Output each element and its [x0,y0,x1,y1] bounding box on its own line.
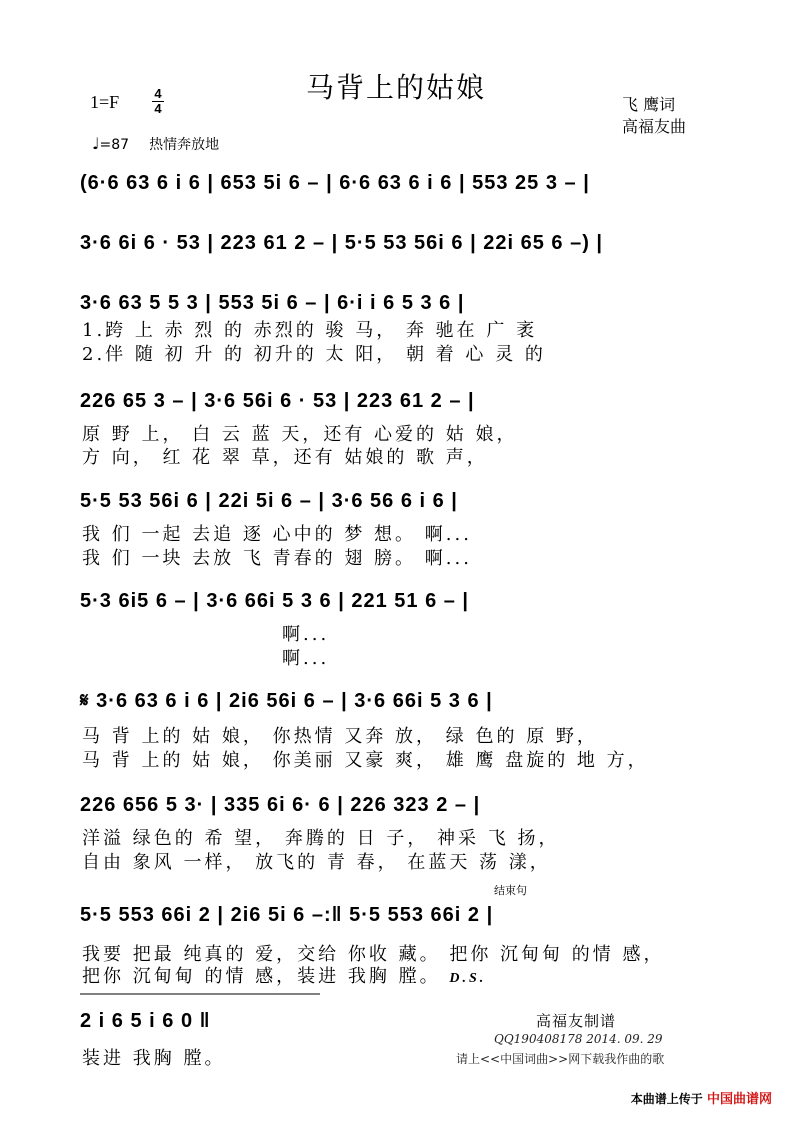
notation-line-8: 226 656 5 3· | 335 6i 6· 6 | 226 323 2 – | [80,794,481,816]
lyric-line: 自由 象风 一样， 放飞的 青 春， 在蓝天 荡 漾， [82,852,551,873]
upload-text: 本曲谱上传于 [630,1092,703,1106]
lyric-line: 洋溢 绿色的 希 望， 奔腾的 日 子， 神采 飞 扬， [82,828,560,849]
tempo-marking [92,134,219,154]
lyric-line: 马 背 上的 姑 娘， 你热情 又奔 放， 绿 色的 原 野， [82,726,598,747]
time-signature-bottom: 4 [154,101,162,116]
credits [622,94,686,138]
site-logo[interactable]: 中国曲谱网 [706,1092,772,1107]
lyric-line: 把你 沉甸甸 的情 感，装进 我胸 膛。 D.S. [82,966,487,987]
notation-line-3: 3·6 63 5 5 3 | 553 5i 6 – | 6·i i 6 5 3 6 | [80,292,465,314]
qq-date: QQ190408178 2014. 09. 29 [494,1032,663,1046]
tempo-value: =87 [99,137,130,153]
lyric-line: 原 野 上， 白 云 蓝 天，还有 心爱的 姑 娘， [82,424,518,445]
expression-text: 热情奔放地 [149,137,220,153]
lyric-line: 马 背 上的 姑 娘， 你美丽 又豪 爽， 雄 鹰 盘旋的 地 方， [82,750,649,771]
notation-line-5: 5·5 53 56i 6 | 22i 5i 6 – | 3·6 56 6 i 6 | [80,490,458,512]
ds-marker: D.S. [449,971,487,986]
lyric-line: 方 向， 红 花 翠 草，还有 姑娘的 歌 声， [82,447,488,468]
quarter-note-icon: ♩ [92,134,100,153]
lyric-line: 2.伴 随 初 升 的 初升的 太 阳， 朝 着 心 灵 的 [82,344,546,365]
notation-line-1: (6·6 63 6 i 6 | 653 5i 6 – | 6·6 63 6 i 6 | 553 25 3 – | [80,172,590,194]
arranger: 高福友制谱 [536,1012,617,1030]
time-signature-top: 4 [154,86,162,101]
key-signature: 1=F [90,92,120,112]
notation-line-6: 5·3 6i5 6 – | 3·6 66i 5 3 6 | 221 51 6 – | [80,590,470,612]
upload-banner [631,1088,772,1107]
song-title: 马背上的姑娘 [305,71,486,104]
lyric-line: 我要 把最 纯真的 爱，交给 你收 藏。 把你 沉甸甸 的情 感， [82,944,665,965]
notation-line-4: 226 65 3 – | 3·6 56i 6 · 53 | 223 61 2 – | [80,390,475,412]
footer-note: 请上<<中国词曲>>网下载我作曲的歌 [456,1052,665,1066]
notation-line-7: 𝄋 3·6 63 6 i 6 | 2i6 56i 6 – | 3·6 66i 5 3 6 | [80,690,493,712]
notation-line-9: 5·5 553 66i 2 | 2i6 5i 6 –:‖ 5·5 553 66i 2 | [80,904,494,926]
lyric-line: 装进 我胸 膛。 [82,1048,226,1069]
notation-line-10: 2 i 6 5 i 6 0 ‖ [80,1010,211,1032]
lyric-line: 啊... [282,624,330,645]
lyric-line: 我 们 一块 去放 飞 青春的 翅 膀。 啊... [82,548,472,569]
lyric-line: 1.跨 上 赤 烈 的 赤烈的 骏 马， 奔 驰在 广 袤 [82,320,538,341]
lyric-line: 啊... [282,648,330,669]
notation-line-2: 3·6 6i 6 · 53 | 223 61 2 – | 5·5 53 56i 6 | 22i 65 6 –) | [80,232,604,254]
time-signature [152,88,164,115]
composer: 高福友曲 [622,117,687,136]
ending-label: 结束句 [494,884,527,897]
tie-slur [80,992,320,1002]
lyricist: 飞 鹰词 [622,95,676,114]
lyric-line: 我 们 一起 去追 逐 心中的 梦 想。 啊... [82,524,472,545]
